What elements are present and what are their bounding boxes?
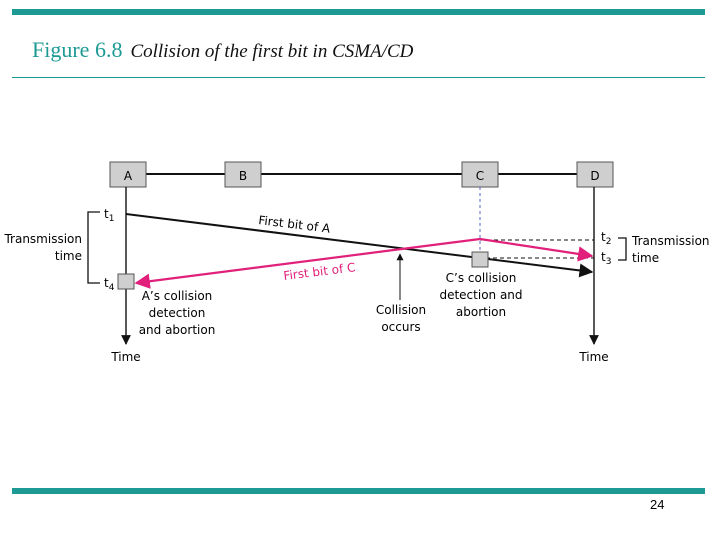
station-c (462, 162, 498, 187)
a-detection-marker (118, 274, 134, 289)
collision-label-2: occurs (381, 320, 421, 334)
a-detection-label-2: detection (148, 306, 206, 320)
station-b (225, 162, 261, 187)
signal-a-label: First bit of A (257, 213, 331, 236)
t4-label: $t_4$ (104, 276, 115, 293)
right-brace-label-1: Transmission (632, 234, 710, 248)
figure-number: Figure 6.8 (32, 37, 123, 62)
signal-first-bit-a (126, 214, 592, 272)
collision-label-1: Collision (375, 303, 427, 317)
bottom-accent-bar (12, 488, 705, 494)
left-transmission-brace (88, 212, 100, 283)
right-transmission-brace (618, 238, 626, 260)
svg-text:C: C (475, 169, 485, 183)
station-d (577, 162, 613, 187)
figure-caption: Collision of the first bit in CSMA/CD (130, 41, 414, 62)
left-brace-label-2: time (54, 249, 82, 263)
t2-label: $t_2$ (601, 230, 612, 247)
t1-label: $t_1$ (104, 207, 115, 224)
a-detection-label-3: and abortion (138, 323, 216, 337)
c-detection-label-3: abortion (455, 305, 507, 319)
page-number: 24 (650, 497, 665, 512)
svg-text:D: D (590, 169, 600, 183)
c-detection-label-2: detection and (439, 288, 523, 302)
c-detection-label-1: C’s collision (445, 271, 517, 285)
c-detection-marker (472, 252, 488, 267)
signal-c-label: First bit of C (282, 260, 357, 283)
time-label-a: Time (111, 350, 141, 364)
station-a (110, 162, 146, 187)
a-detection-label-1: A’s collision (141, 289, 213, 303)
time-label-d: Time (579, 350, 609, 364)
signal-first-bit-c-to-d (480, 239, 592, 256)
svg-text:B: B (238, 169, 248, 183)
svg-text:A: A (123, 169, 133, 183)
left-brace-label-1: Transmission (4, 232, 82, 246)
t3-label: $t_3$ (601, 250, 612, 267)
right-brace-label-2: time (632, 251, 660, 265)
